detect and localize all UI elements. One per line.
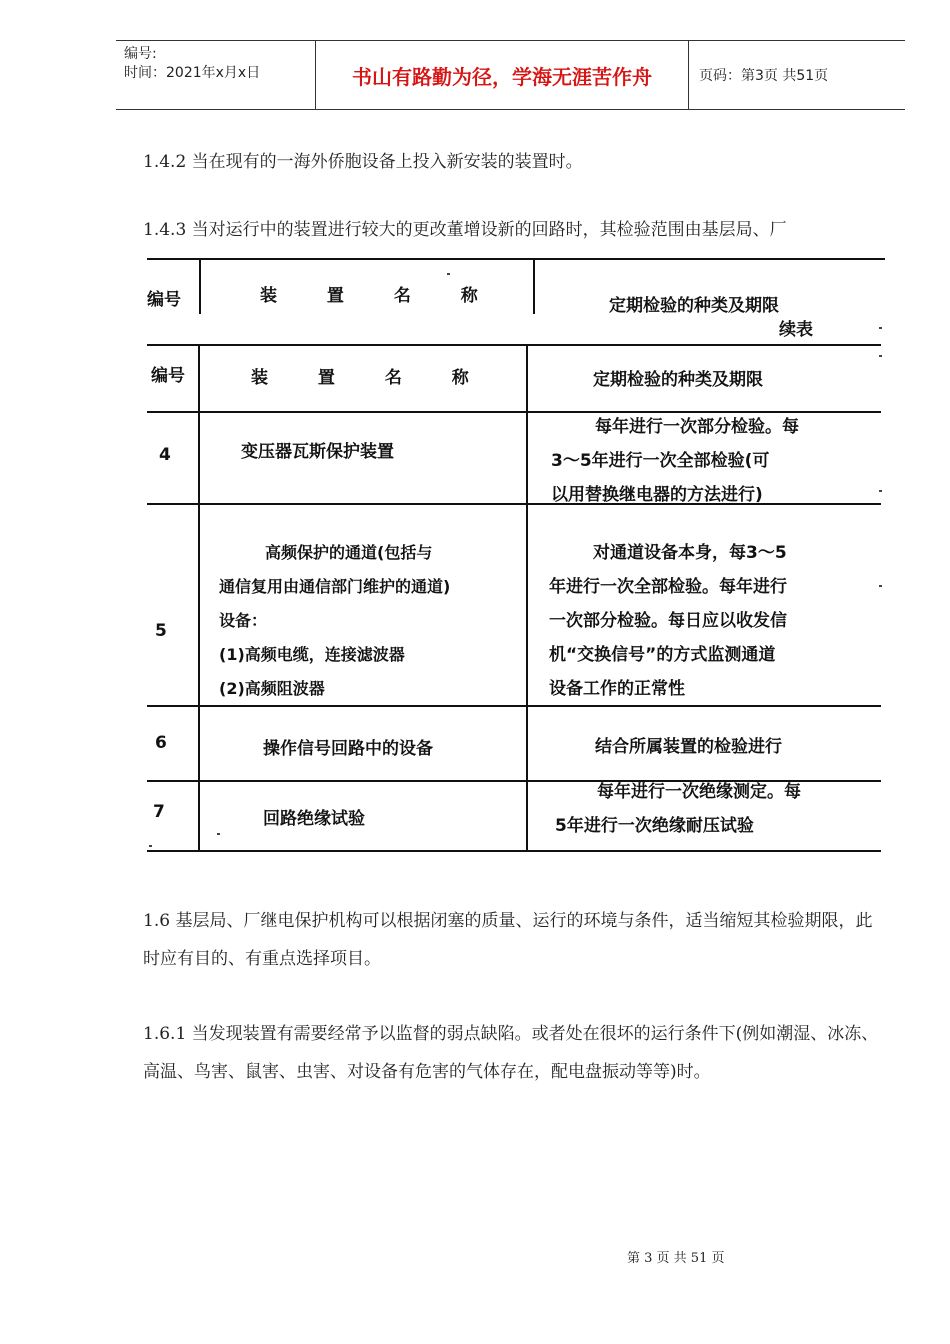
row-5-no: 5	[155, 621, 167, 641]
top-col-name: 装 置 名 称	[260, 286, 500, 306]
row-5-name-line: (1)高频电缆，连接滤波器	[219, 645, 405, 664]
row-7-period-line: 5年进行一次绝缘耐压试验	[555, 816, 754, 836]
continued-label: 续表	[779, 320, 813, 340]
row-5-name-line: 通信复用由通信部门维护的通道)	[219, 577, 451, 596]
row-5-period-line: 年进行一次全部检验。每年进行	[549, 577, 787, 597]
row-7-period	[555, 775, 801, 843]
row-4-name: 变压器瓦斯保护装置	[241, 442, 394, 462]
rule	[526, 344, 528, 852]
col-header-no: 编号	[151, 366, 185, 386]
row-4-period-line: 3～5年进行一次全部检验(可	[551, 451, 770, 471]
row-4-period-line: 每年进行一次部分检验。每	[595, 417, 799, 437]
row-5-name-line: 高频保护的通道(包括与	[265, 543, 433, 562]
paragraph-1-6: 1.6 基层局、厂继电保护机构可以根据闭塞的质量、运行的环境与条件，适当缩短其检验期限，此时应有目的、有重点选择项目。	[143, 911, 873, 969]
row-7-no: 7	[153, 802, 165, 822]
row-5-period-line: 机“交换信号”的方式监测通道	[549, 645, 776, 665]
paragraph-1-6-1: 1.6.1 当发现装置有需要经常予以监督的弱点缺陷。或者处在很坏的运行条件下(例如潮湿、冰冻、高温、鸟害、鼠害、虫害、对设备有危害的气体存在，配电盘振动等等)时。	[143, 1024, 879, 1082]
row-6-period: 结合所属装置的检验进行	[595, 737, 782, 757]
row-4-period-line: 以用替换继电器的方法进行)	[551, 485, 763, 505]
page-footer: 第 3 页 共 51 页	[627, 1251, 725, 1266]
scan-speck	[447, 273, 450, 275]
row-6-no: 6	[155, 733, 167, 753]
paragraph-1-4-2: 1.4.2 当在现有的一海外侨胞设备上投入新安装的装置时。	[143, 152, 583, 172]
row-4-no: 4	[159, 445, 171, 465]
row-6-name: 操作信号回路中的设备	[263, 739, 433, 759]
row-5-name-line: (2)高频阻波器	[219, 679, 325, 698]
row-4-period	[547, 410, 799, 512]
rule	[198, 344, 200, 852]
row-5-period-line: 一次部分检验。每日应以收发信	[549, 611, 787, 631]
header-motto: 书山有路勤为径，学海无涯苦作舟	[315, 41, 689, 109]
row-5-name	[219, 536, 450, 706]
doc-number-label: 编号:	[124, 46, 157, 62]
scan-speck	[149, 845, 152, 847]
rule	[147, 258, 885, 260]
rule	[199, 258, 201, 314]
row-7-period-line: 每年进行一次绝缘测定。每	[597, 782, 801, 802]
row-5-period	[549, 536, 787, 706]
scan-speck	[879, 355, 882, 357]
scanned-table	[147, 255, 887, 855]
rule	[147, 850, 881, 852]
col-header-period: 定期检验的种类及期限	[593, 370, 763, 390]
row-5-period-line: 设备工作的正常性	[549, 679, 685, 699]
header-page-code: 页码：第3页 共51页	[699, 68, 829, 84]
paragraph-1-4-3: 1.4.3 当对运行中的装置进行较大的更改董增设新的回路时，其检验范围由基层局、厂	[143, 220, 787, 240]
rule	[533, 258, 535, 314]
top-col-period: 定期检验的种类及期限	[609, 296, 779, 316]
row-5-period-line: 对通道设备本身，每3～5	[593, 543, 787, 563]
document-header	[116, 40, 905, 110]
scan-speck	[879, 490, 882, 492]
top-col-no: 编号	[147, 290, 181, 310]
row-7-name: 回路绝缘试验	[263, 809, 365, 829]
scan-speck	[217, 833, 220, 835]
col-header-name: 装 置 名 称	[251, 368, 491, 388]
header-meta	[116, 41, 315, 109]
row-5-name-line: 设备：	[219, 611, 268, 630]
doc-time-label: 时间：2021年x月x日	[124, 65, 261, 81]
scan-speck	[879, 585, 882, 587]
rule	[147, 344, 881, 346]
scan-speck	[879, 327, 882, 329]
